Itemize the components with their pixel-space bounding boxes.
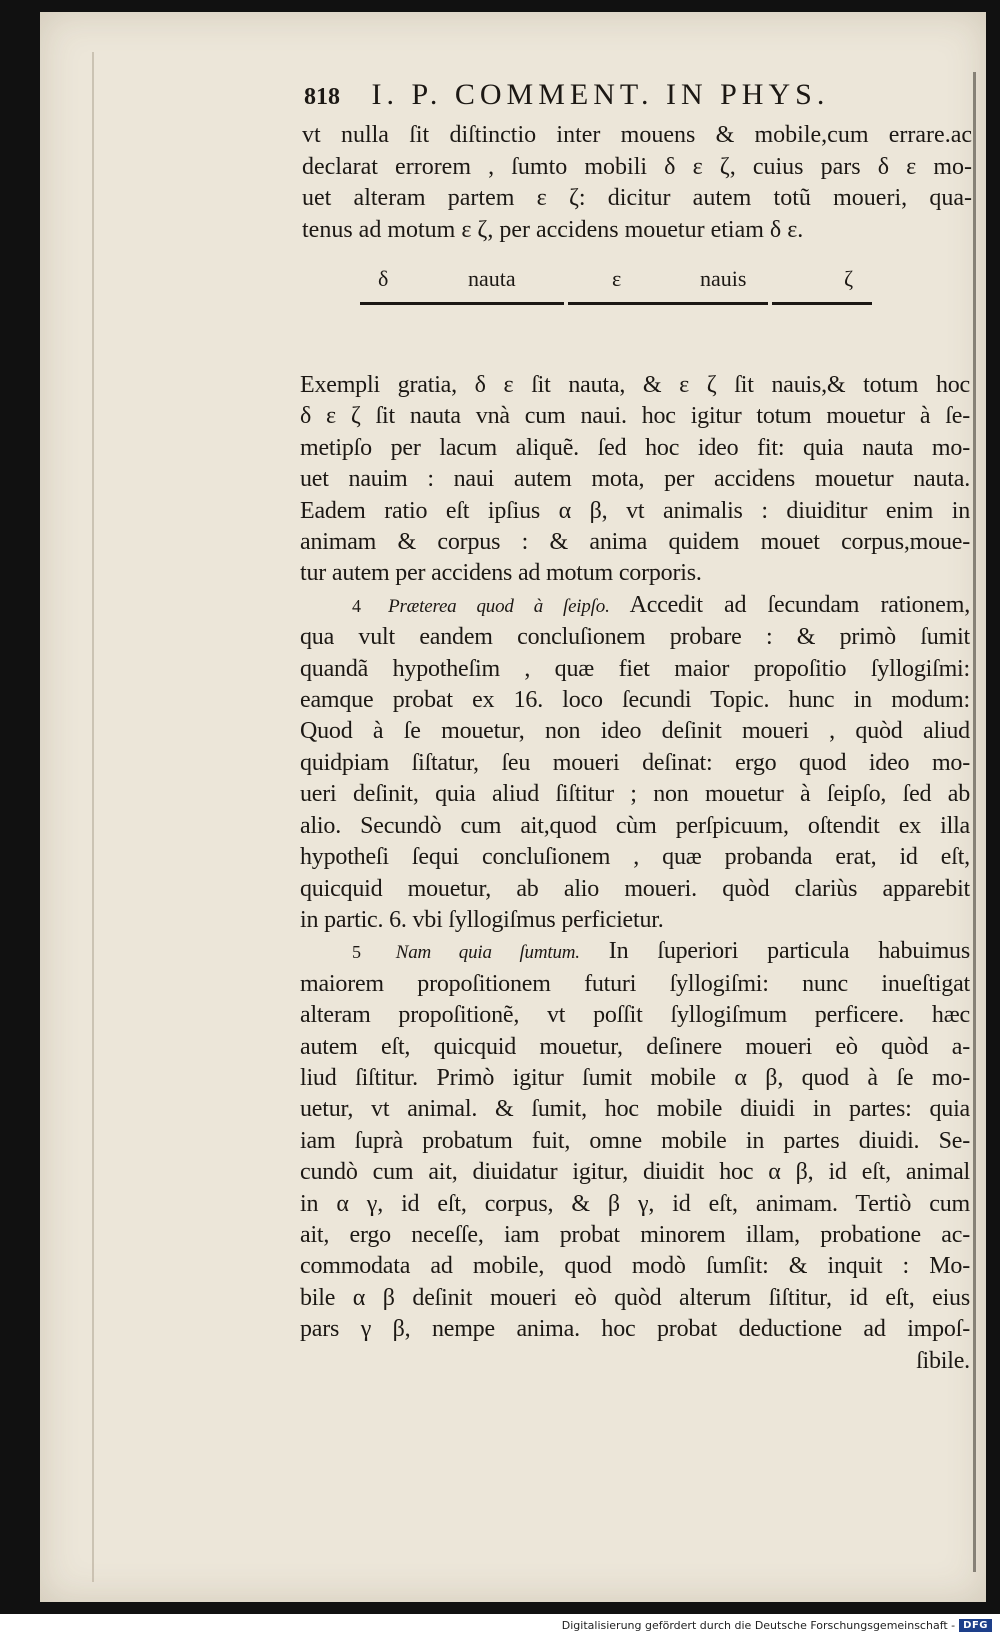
text-line: commodata ad mobile, quod modò ſumſit: & inquit : Mo- xyxy=(300,1253,970,1280)
diagram-segment-nauis xyxy=(568,302,768,305)
diagram-segment-end xyxy=(772,302,872,305)
diagram-label-delta: δ xyxy=(378,266,389,291)
dfg-logo: DFG xyxy=(959,1619,992,1632)
text-line: quicquid mouetur, ab alio moueri. quòd clariùs apparebit xyxy=(300,875,970,902)
text-line: vt nulla ſit diſtinctio inter mouens & mobile,cum errare.ac xyxy=(302,122,972,148)
text-line: cundò cum ait, diuidatur igitur, diuidit hoc α β, id eſt, animal xyxy=(300,1159,970,1186)
text-line: hypotheſi ſequi concluſionem , quæ probanda erat, id eſt, xyxy=(300,844,970,871)
text-line: ſibile. xyxy=(916,1347,970,1374)
text-line: tenus ad motum ε ζ, per accidens mouetur etiam δ ε. xyxy=(302,216,804,243)
text-line: qua vult eandem concluſionem probare : & primò ſumit xyxy=(300,624,970,651)
text-line: metipſo per lacum aliquẽ. ſed hoc ideo fit: quia nauta mo- xyxy=(300,434,970,461)
text-line: in partic. 6. vbi ſyllogiſmus perficietur. xyxy=(300,906,664,933)
diagram-label-nauis: nauis xyxy=(700,266,747,291)
text-line: alteram propoſitionẽ, vt poſſit ſyllogiſmum perficere. hæc xyxy=(300,1002,970,1029)
paragraph-number: 4 xyxy=(352,595,361,616)
diagram-label-epsilon: ε xyxy=(612,266,622,291)
digitization-footer xyxy=(562,1616,992,1634)
example-paragraph xyxy=(300,370,970,590)
text-line: uet nauim : naui autem mota, per accidens mouetur nauta. xyxy=(300,466,970,493)
paragraph-4 xyxy=(300,590,970,936)
top-paragraph xyxy=(302,120,972,246)
text-line: maiorem propoſitionem futuri ſyllogiſmi: nunc inueſtigat xyxy=(300,970,970,997)
nauta-nauis-diagram xyxy=(372,260,892,320)
paragraph-number: 5 xyxy=(352,942,361,963)
text-line: pars γ β, nempe anima. hoc probat deductione ad impoſ- xyxy=(300,1316,970,1343)
text-line: declarat errorem , ſumto mobili δ ε ζ, cuius pars δ ε mo- xyxy=(302,153,972,180)
diagram-label-zeta: ζ xyxy=(844,266,854,291)
text-line xyxy=(300,936,970,968)
text-line: eamque probat ex 16. loco ſecundi Topic. hunc in modum: xyxy=(300,687,970,714)
text-line: quandã hypotheſim , quæ fiet maior propoſitio ſyllogiſmi: xyxy=(300,655,970,682)
text-line: bile α β deſinit moueri eò quòd alterum ſiſtitur, id eſt, eius xyxy=(300,1284,970,1311)
text-line: tur autem per accidens ad motum corporis. xyxy=(300,560,702,587)
text-line: in α γ, id eſt, corpus, & β γ, id eſt, animam. Tertiò cum xyxy=(300,1190,970,1217)
running-head xyxy=(304,78,904,112)
text-line: alio. Secundò cum ait,quod cùm perſpicuum, oſtendit ex illa xyxy=(300,812,970,839)
lemma: Præterea quod à ſeipſo. xyxy=(388,595,610,617)
main-text xyxy=(300,370,970,1377)
running-title: I. P. COMMENT. IN PHYS. xyxy=(371,78,830,111)
page-number: 818 xyxy=(304,84,340,110)
text-line: uetur, vt animal. & ſumit, hoc mobile diuidi in partes: quia xyxy=(300,1096,970,1123)
text-line: quidpiam ſiſtatur, ſeu moueri deſinat: ergo quod ideo mo- xyxy=(300,749,970,776)
text-line: ait, ergo neceſſe, iam probat minorem illam, probatione ac- xyxy=(300,1221,970,1248)
text-line: liud ſiſtitur. Primò igitur ſumit mobile α β, quod à ſe mo- xyxy=(300,1064,970,1091)
diagram-label-nauta: nauta xyxy=(468,266,516,291)
text-line: iam ſuprà probatum fuit, omne mobile in partes diuidi. Se- xyxy=(300,1127,970,1154)
page-edge xyxy=(973,72,976,1572)
paragraph-5 xyxy=(300,936,970,1377)
text-line: autem eſt, quicquid mouetur, deſinere moueri eò quòd a- xyxy=(300,1033,970,1060)
text-line: animam & corpus : & anima quidem mouet corpus,moue- xyxy=(300,529,970,556)
footer-text: Digitalisierung gefördert durch die Deutsche Forschungsgemeinschaft - xyxy=(561,1618,956,1632)
lemma: Nam quia ſumtum. xyxy=(395,942,580,964)
page-gutter-shadow xyxy=(92,52,94,1582)
text-line: δ ε ζ ſit nauta vnà cum naui. hoc igitur totum mouetur à ſe- xyxy=(300,403,970,430)
text-line: Exempli gratia, δ ε ſit nauta, & ε ζ ſit nauis,& totum hoc xyxy=(300,372,970,398)
text-line: uet alteram partem ε ζ: dicitur autem totũ moueri, qua- xyxy=(302,185,972,211)
text-line: ueri deſinit, quia aliud ſiſtitur ; non mouetur à ſeipſo, ſed ab xyxy=(300,781,970,808)
text-fragment: Accedit ad ſecundam rationem, xyxy=(629,591,970,618)
diagram-segment-nauta xyxy=(360,302,564,305)
text-line: Quod à ſe mouetur, non ideo deſinit moueri , quòd aliud xyxy=(300,718,970,745)
text-line: Eadem ratio eſt ipſius α β, vt animalis : diuiditur enim in xyxy=(300,497,970,524)
text-line xyxy=(300,590,970,622)
top-paragraph-text xyxy=(302,120,972,246)
text-fragment: In ſuperiori particula habuimus xyxy=(608,938,970,965)
